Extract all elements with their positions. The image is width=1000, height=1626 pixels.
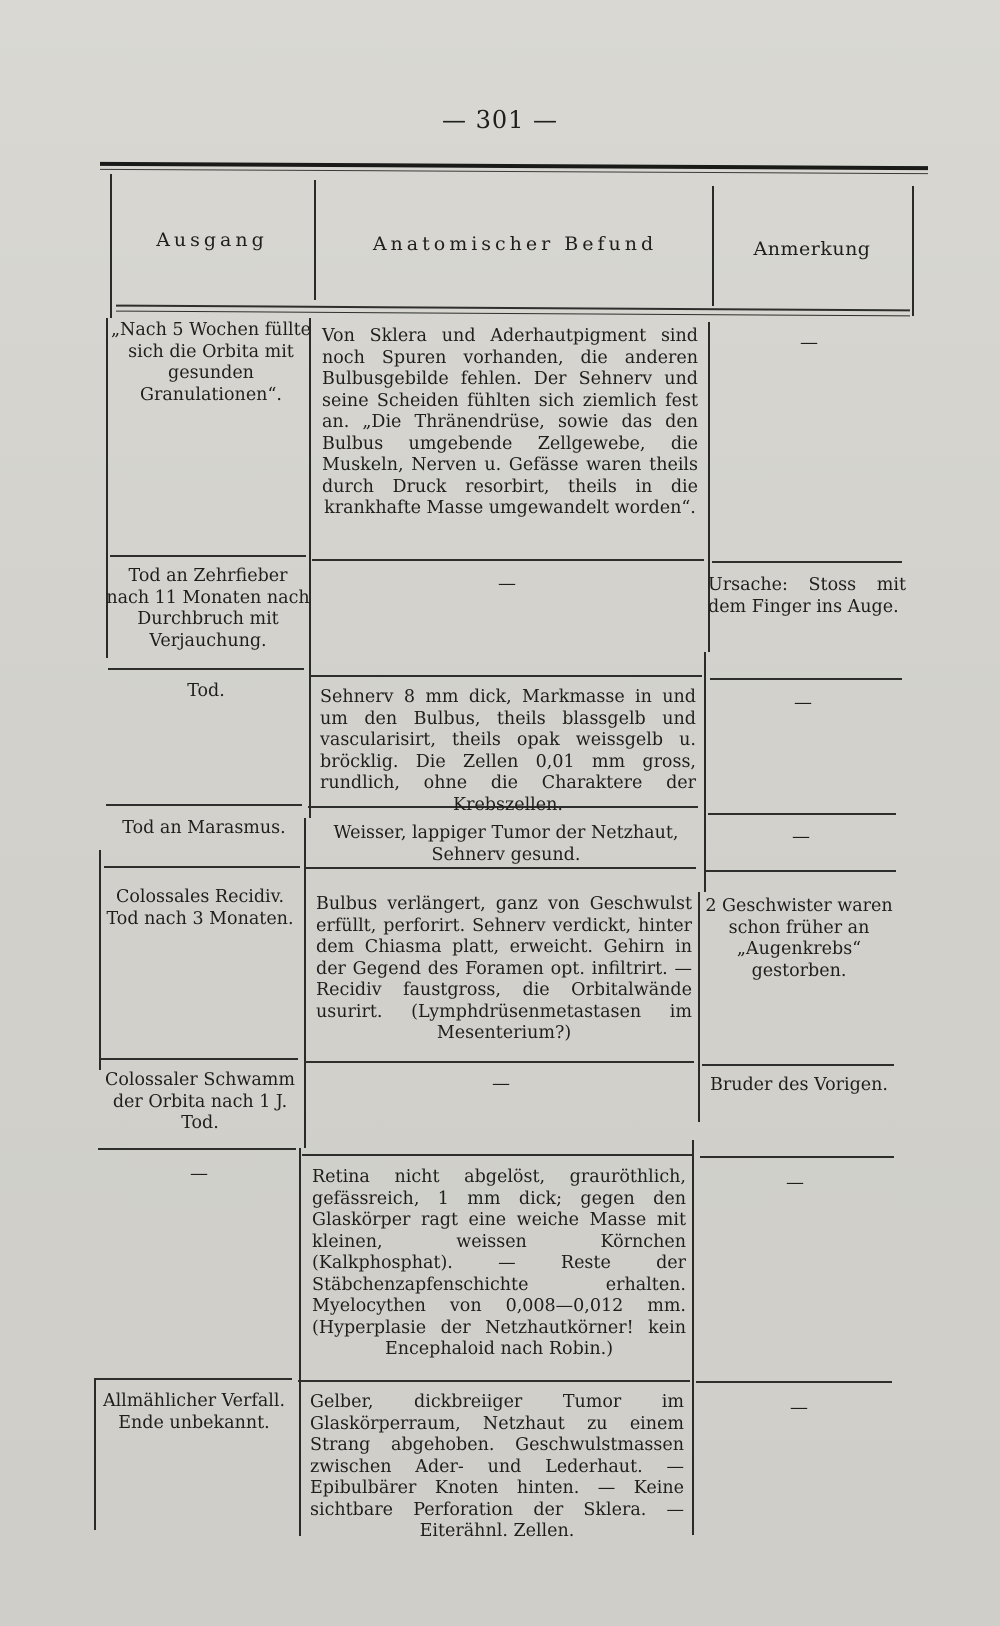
- row-separator: [700, 1156, 894, 1158]
- cell-ausgang-row-5: Colossales Recidiv. Tod nach 3 Monaten.: [106, 887, 294, 929]
- row-separator: [312, 559, 704, 561]
- cell-ausgang-row-7: —: [190, 1163, 208, 1184]
- header-rule: [116, 311, 910, 317]
- cell-ausgang-row-2: Tod an Zehrfieber nach 11 Monaten nach Durchbruch mit Verjauchung.: [106, 566, 310, 651]
- row-separator: [302, 1154, 692, 1156]
- row-separator: [306, 867, 696, 869]
- row-separator: [696, 1381, 892, 1383]
- row-separator: [310, 675, 702, 677]
- row-separator: [94, 1378, 292, 1380]
- cell-anmerkung-row-4: —: [792, 826, 810, 847]
- cell-befund-row-2: —: [498, 573, 516, 594]
- row-separator: [702, 1064, 894, 1066]
- header-rule: [116, 305, 910, 311]
- page-number: — 301 —: [441, 106, 559, 134]
- row-separator: [106, 804, 302, 806]
- header-anmerkung: Anmerkung: [753, 238, 871, 260]
- cell-anmerkung-row-8: —: [790, 1397, 808, 1418]
- header-befund: Anatomischer Befund: [372, 233, 658, 255]
- row-separator: [298, 1380, 690, 1382]
- cell-anmerkung-row-1: —: [800, 332, 818, 353]
- row-separator: [712, 561, 902, 563]
- table-top-rule-thin: [100, 169, 928, 174]
- row-separator: [304, 1061, 694, 1063]
- table-left-border: [99, 850, 101, 1070]
- cell-befund-row-8: Gelber, dickbreiiger Tumor im Glaskörperraum, Netzhaut zu einem Strang abgehoben. Geschwulstmassen zwischen Ader- und Lederhaut. — Epibulbärer Knoten hinten. — Keine sichtbare Perforation der Sklera. — Eiterähnl. Zellen.: [310, 1392, 684, 1541]
- cell-anmerkung-row-3: —: [794, 692, 812, 713]
- cell-anmerkung-row-6: Bruder des Vorigen.: [709, 1075, 888, 1095]
- cell-befund-row-7: Retina nicht abgelöst, grauröthlich, gefässreich, 1 mm dick; gegen den Glaskörper ragt eine weiche Masse mit kleinen, weissen Körnchen (Kalkphosphat). — Reste der Stäbchenzapfenschichte erhalten. Myelocythen von 0,008—0,012 mm. (Hyperplasie der Netzhautkörner! kein Encephaloid nach Robin.): [312, 1167, 686, 1359]
- cell-befund-row-3: Sehnerv 8 mm dick, Markmasse in und um den Bulbus, theils blassgelb und vascularisirt, theils opak weissgelb u. bröcklig. Die Zellen 0,01 mm gross, rundlich, ohne die Charaktere der Krebszellen.: [320, 687, 696, 815]
- column-divider-1: [299, 1148, 301, 1536]
- cell-befund-row-5: Bulbus verlängert, ganz von Geschwulst erfüllt, perforirt. Sehnerv verdickt, hinter dem Chiasma platt, erweicht. Gehirn in der Gegend des Foramen opt. infiltrirt. — Recidiv faustgross, die Orbitalwände usurirt. (Lymphdrüsenmetastasen im Mesenterium?): [316, 894, 692, 1043]
- cell-befund-row-1: Von Sklera und Aderhautpigment sind noch Spuren vorhanden, die anderen Bulbusgebilde fehlen. Der Sehnerv und seine Scheiden fühlten sich ziemlich fest an. „Die Thränendrüse, sowie das den Bulbus umgebende Zellgewebe, die Muskeln, Nerven u. Gefässe waren theils durch Druck resorbirt, theils in die krankhafte Masse umgewandelt worden“.: [322, 326, 698, 518]
- cell-ausgang-row-1: „Nach 5 Wochen füllte sich die Orbita mit gesunden Granulationen“.: [110, 320, 312, 405]
- cell-ausgang-row-3: Tod.: [187, 681, 225, 701]
- row-separator: [98, 1148, 296, 1150]
- row-separator: [104, 866, 300, 868]
- cell-anmerkung-row-7: —: [786, 1172, 804, 1193]
- row-separator: [110, 555, 306, 557]
- cell-anmerkung-row-5: 2 Geschwister waren schon früher an „Augenkrebs“ gestorben.: [705, 896, 893, 981]
- cell-befund-row-6: —: [492, 1073, 510, 1094]
- row-separator: [706, 870, 896, 872]
- cell-ausgang-row-4: Tod an Marasmus.: [122, 818, 286, 838]
- row-separator: [108, 668, 304, 670]
- row-separator: [100, 1058, 298, 1060]
- column-divider-1: [314, 180, 316, 300]
- table-right-border: [912, 186, 914, 316]
- cell-ausgang-row-8: Allmählicher Verfall. Ende unbekannt.: [102, 1391, 286, 1433]
- row-separator: [710, 678, 902, 680]
- column-divider-2: [704, 652, 706, 892]
- column-divider-2: [692, 1140, 694, 1535]
- header-ausgang: Ausgang: [156, 229, 268, 251]
- row-separator: [708, 813, 896, 815]
- cell-ausgang-row-6: Colossaler Schwamm der Orbita nach 1 J. Tod.: [105, 1070, 295, 1133]
- cell-befund-row-4: Weisser, lappiger Tumor der Netzhaut, Sehnerv gesund.: [333, 823, 679, 865]
- cell-anmerkung-row-2: Ursache: Stoss mit dem Finger ins Auge.: [708, 575, 906, 617]
